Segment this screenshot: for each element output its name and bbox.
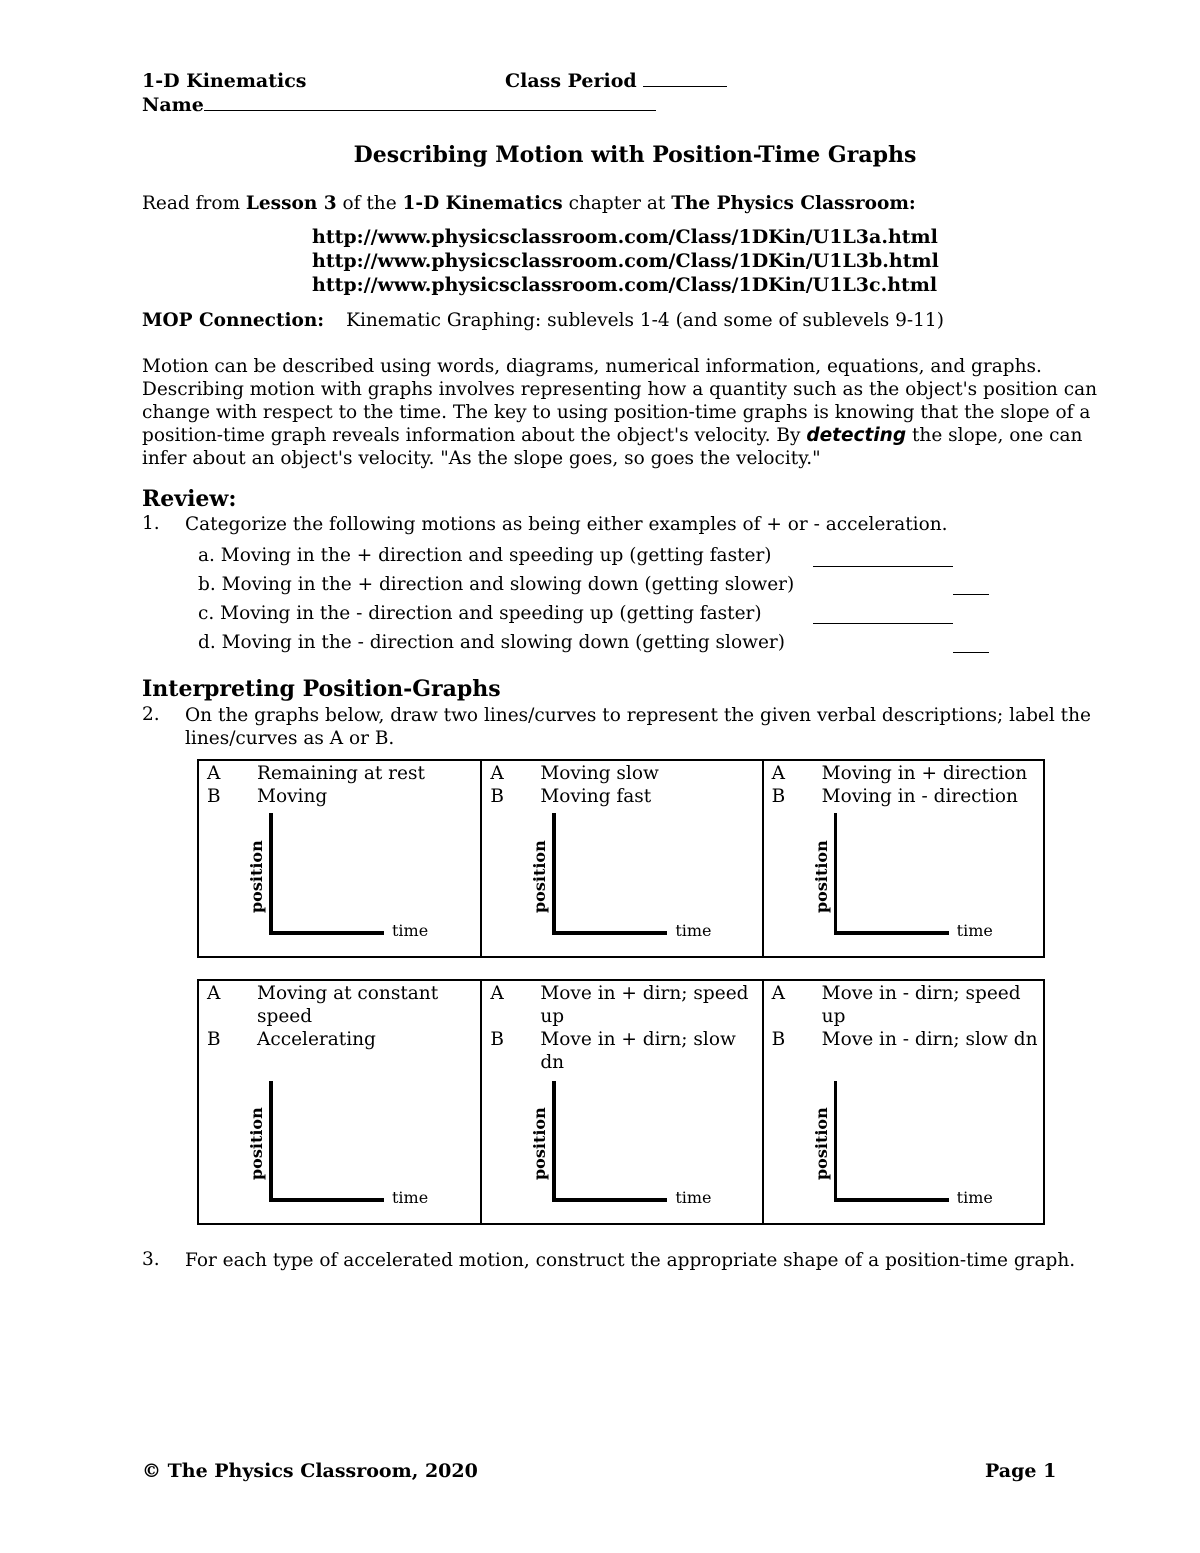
desc-b: Move in - dirn; slow dn — [821, 1029, 1038, 1050]
name-line — [142, 94, 656, 117]
label-b: B — [490, 786, 504, 807]
graph-cell-minus-speedup-vs-slowdn[interactable] — [762, 981, 1043, 1223]
x-axis — [834, 931, 949, 935]
label-b: B — [207, 786, 221, 807]
y-axis — [834, 1081, 838, 1201]
x-axis — [269, 1198, 384, 1202]
x-axis-label: time — [956, 1188, 993, 1207]
intro-part2: the slope, one can infer about an object's velocity. "As the slope goes, so goes the velocity." — [142, 425, 1083, 469]
q2-text: On the graphs below, draw two lines/curves to represent the given verbal descriptions; label the lines/curves as A or B. — [185, 705, 1091, 749]
page-title: Describing Motion with Position-Time Graphs — [353, 142, 917, 168]
label-a: A — [207, 763, 221, 784]
x-axis — [552, 1198, 667, 1202]
desc-b: Moving — [257, 786, 328, 807]
review-item-c: c. Moving in the - direction and speeding up (getting faster) — [198, 603, 762, 624]
q2-number: 2. — [142, 704, 160, 725]
y-axis-label: position — [811, 840, 831, 913]
x-axis — [269, 931, 384, 935]
label-b: B — [771, 786, 786, 807]
graph-cell-plus-speedup-vs-slowdn[interactable] — [480, 981, 761, 1223]
url-link-c[interactable]: http://www.physicsclassroom.com/Class/1DKin/U1L3c.html — [312, 274, 938, 296]
review-item-d: d. Moving in the - direction and slowing down (getting slower) — [198, 632, 785, 653]
interpreting-heading: Interpreting Position-Graphs — [142, 676, 501, 702]
x-axis-label: time — [392, 1188, 429, 1207]
desc-a: Moving at constant speed — [257, 983, 439, 1027]
q3-text: For each type of accelerated motion, construct the appropriate shape of a position-time graph. — [185, 1250, 1076, 1271]
reading-chapter: 1-D Kinematics — [402, 193, 563, 214]
q1-text: Categorize the following motions as being either examples of + or - acceleration. — [185, 514, 948, 535]
intro-paragraph — [142, 355, 1132, 470]
answer-blank-d[interactable] — [953, 652, 989, 653]
name-blank — [204, 110, 656, 111]
y-axis-label: position — [811, 1107, 831, 1180]
graph-cell-rest-vs-moving[interactable] — [199, 761, 480, 956]
intro-emphasis: detecting — [806, 425, 907, 446]
y-axis-label: position — [530, 840, 550, 913]
desc-a: Remaining at rest — [257, 763, 425, 784]
x-axis — [552, 931, 667, 935]
name-label: Name — [142, 94, 204, 116]
reading-chapter-at: chapter at — [562, 193, 672, 214]
answer-blank-c[interactable] — [813, 623, 953, 624]
graph-cell-plus-vs-minus[interactable] — [762, 761, 1043, 956]
y-axis-label: position — [530, 1107, 550, 1180]
label-b: B — [490, 1029, 504, 1050]
desc-a: Move in - dirn; speed up — [821, 983, 1021, 1027]
class-period — [505, 70, 727, 93]
label-b: B — [771, 1029, 786, 1050]
y-axis — [834, 813, 838, 934]
desc-b: Move in + dirn; slow dn — [540, 1029, 736, 1073]
mop-connection — [142, 309, 944, 332]
y-axis — [269, 1081, 273, 1201]
class-period-blank — [643, 86, 727, 87]
desc-a: Moving slow — [540, 763, 659, 784]
class-period-label: Class Period — [505, 70, 637, 92]
x-axis — [834, 1198, 949, 1202]
desc-a: Moving in + direction — [821, 763, 1028, 784]
review-item-b: b. Moving in the + direction and slowing down (getting slower) — [198, 574, 795, 595]
q1-number: 1. — [142, 513, 160, 534]
desc-a: Move in + dirn; speed up — [540, 983, 749, 1027]
graph-cell-constant-vs-accelerating[interactable] — [199, 981, 480, 1223]
label-a: A — [490, 983, 504, 1004]
label-a: A — [771, 983, 786, 1004]
q3-number: 3. — [142, 1249, 160, 1270]
intro-part1: Motion can be described using words, diagrams, numerical information, equations, and graphs. Describing motion with graphs involves representing how a quantity such as the object's position can change with respect to the time. The key to using position-time graphs is knowing that the slope of a position-time graph reveals information about the object's velocity. By — [142, 356, 1098, 446]
reading-of-the: of the — [336, 193, 403, 214]
desc-b: Moving fast — [540, 786, 652, 807]
y-axis — [552, 813, 556, 934]
x-axis-label: time — [956, 921, 993, 940]
label-a: A — [771, 763, 786, 784]
review-heading: Review: — [142, 486, 237, 512]
mop-text: Kinematic Graphing: sublevels 1-4 (and some of sublevels 9-11) — [346, 310, 944, 331]
answer-blank-b[interactable] — [953, 594, 989, 595]
desc-b: Accelerating — [257, 1029, 376, 1050]
graph-grid-row-1 — [197, 759, 1045, 958]
url-link-b[interactable]: http://www.physicsclassroom.com/Class/1DKin/U1L3b.html — [312, 250, 939, 272]
footer-copyright: © The Physics Classroom, 2020 — [142, 1460, 478, 1482]
review-item-a: a. Moving in the + direction and speeding up (getting faster) — [198, 545, 772, 566]
reading-site: The Physics Classroom: — [671, 193, 916, 214]
mop-label: MOP Connection: — [142, 310, 325, 331]
y-axis-label: position — [247, 1107, 266, 1180]
reading-line — [142, 192, 916, 215]
y-axis — [269, 813, 273, 934]
label-b: B — [207, 1029, 221, 1050]
label-a: A — [207, 983, 221, 1004]
x-axis-label: time — [675, 1188, 712, 1207]
y-axis-label: position — [247, 840, 266, 913]
label-a: A — [490, 763, 504, 784]
x-axis-label: time — [392, 921, 429, 940]
graph-grid-row-2 — [197, 979, 1045, 1225]
reading-lesson: Lesson 3 — [245, 193, 337, 214]
url-link-a[interactable]: http://www.physicsclassroom.com/Class/1DKin/U1L3a.html — [312, 226, 938, 248]
desc-b: Moving in - direction — [821, 786, 1018, 807]
graph-cell-slow-vs-fast[interactable] — [480, 761, 761, 956]
footer-page-number: Page 1 — [985, 1460, 1057, 1482]
x-axis-label: time — [675, 921, 712, 940]
y-axis — [552, 1081, 556, 1201]
reading-prefix: Read from — [142, 193, 246, 214]
answer-blank-a[interactable] — [813, 566, 953, 567]
chapter-header: 1-D Kinematics — [142, 70, 307, 92]
